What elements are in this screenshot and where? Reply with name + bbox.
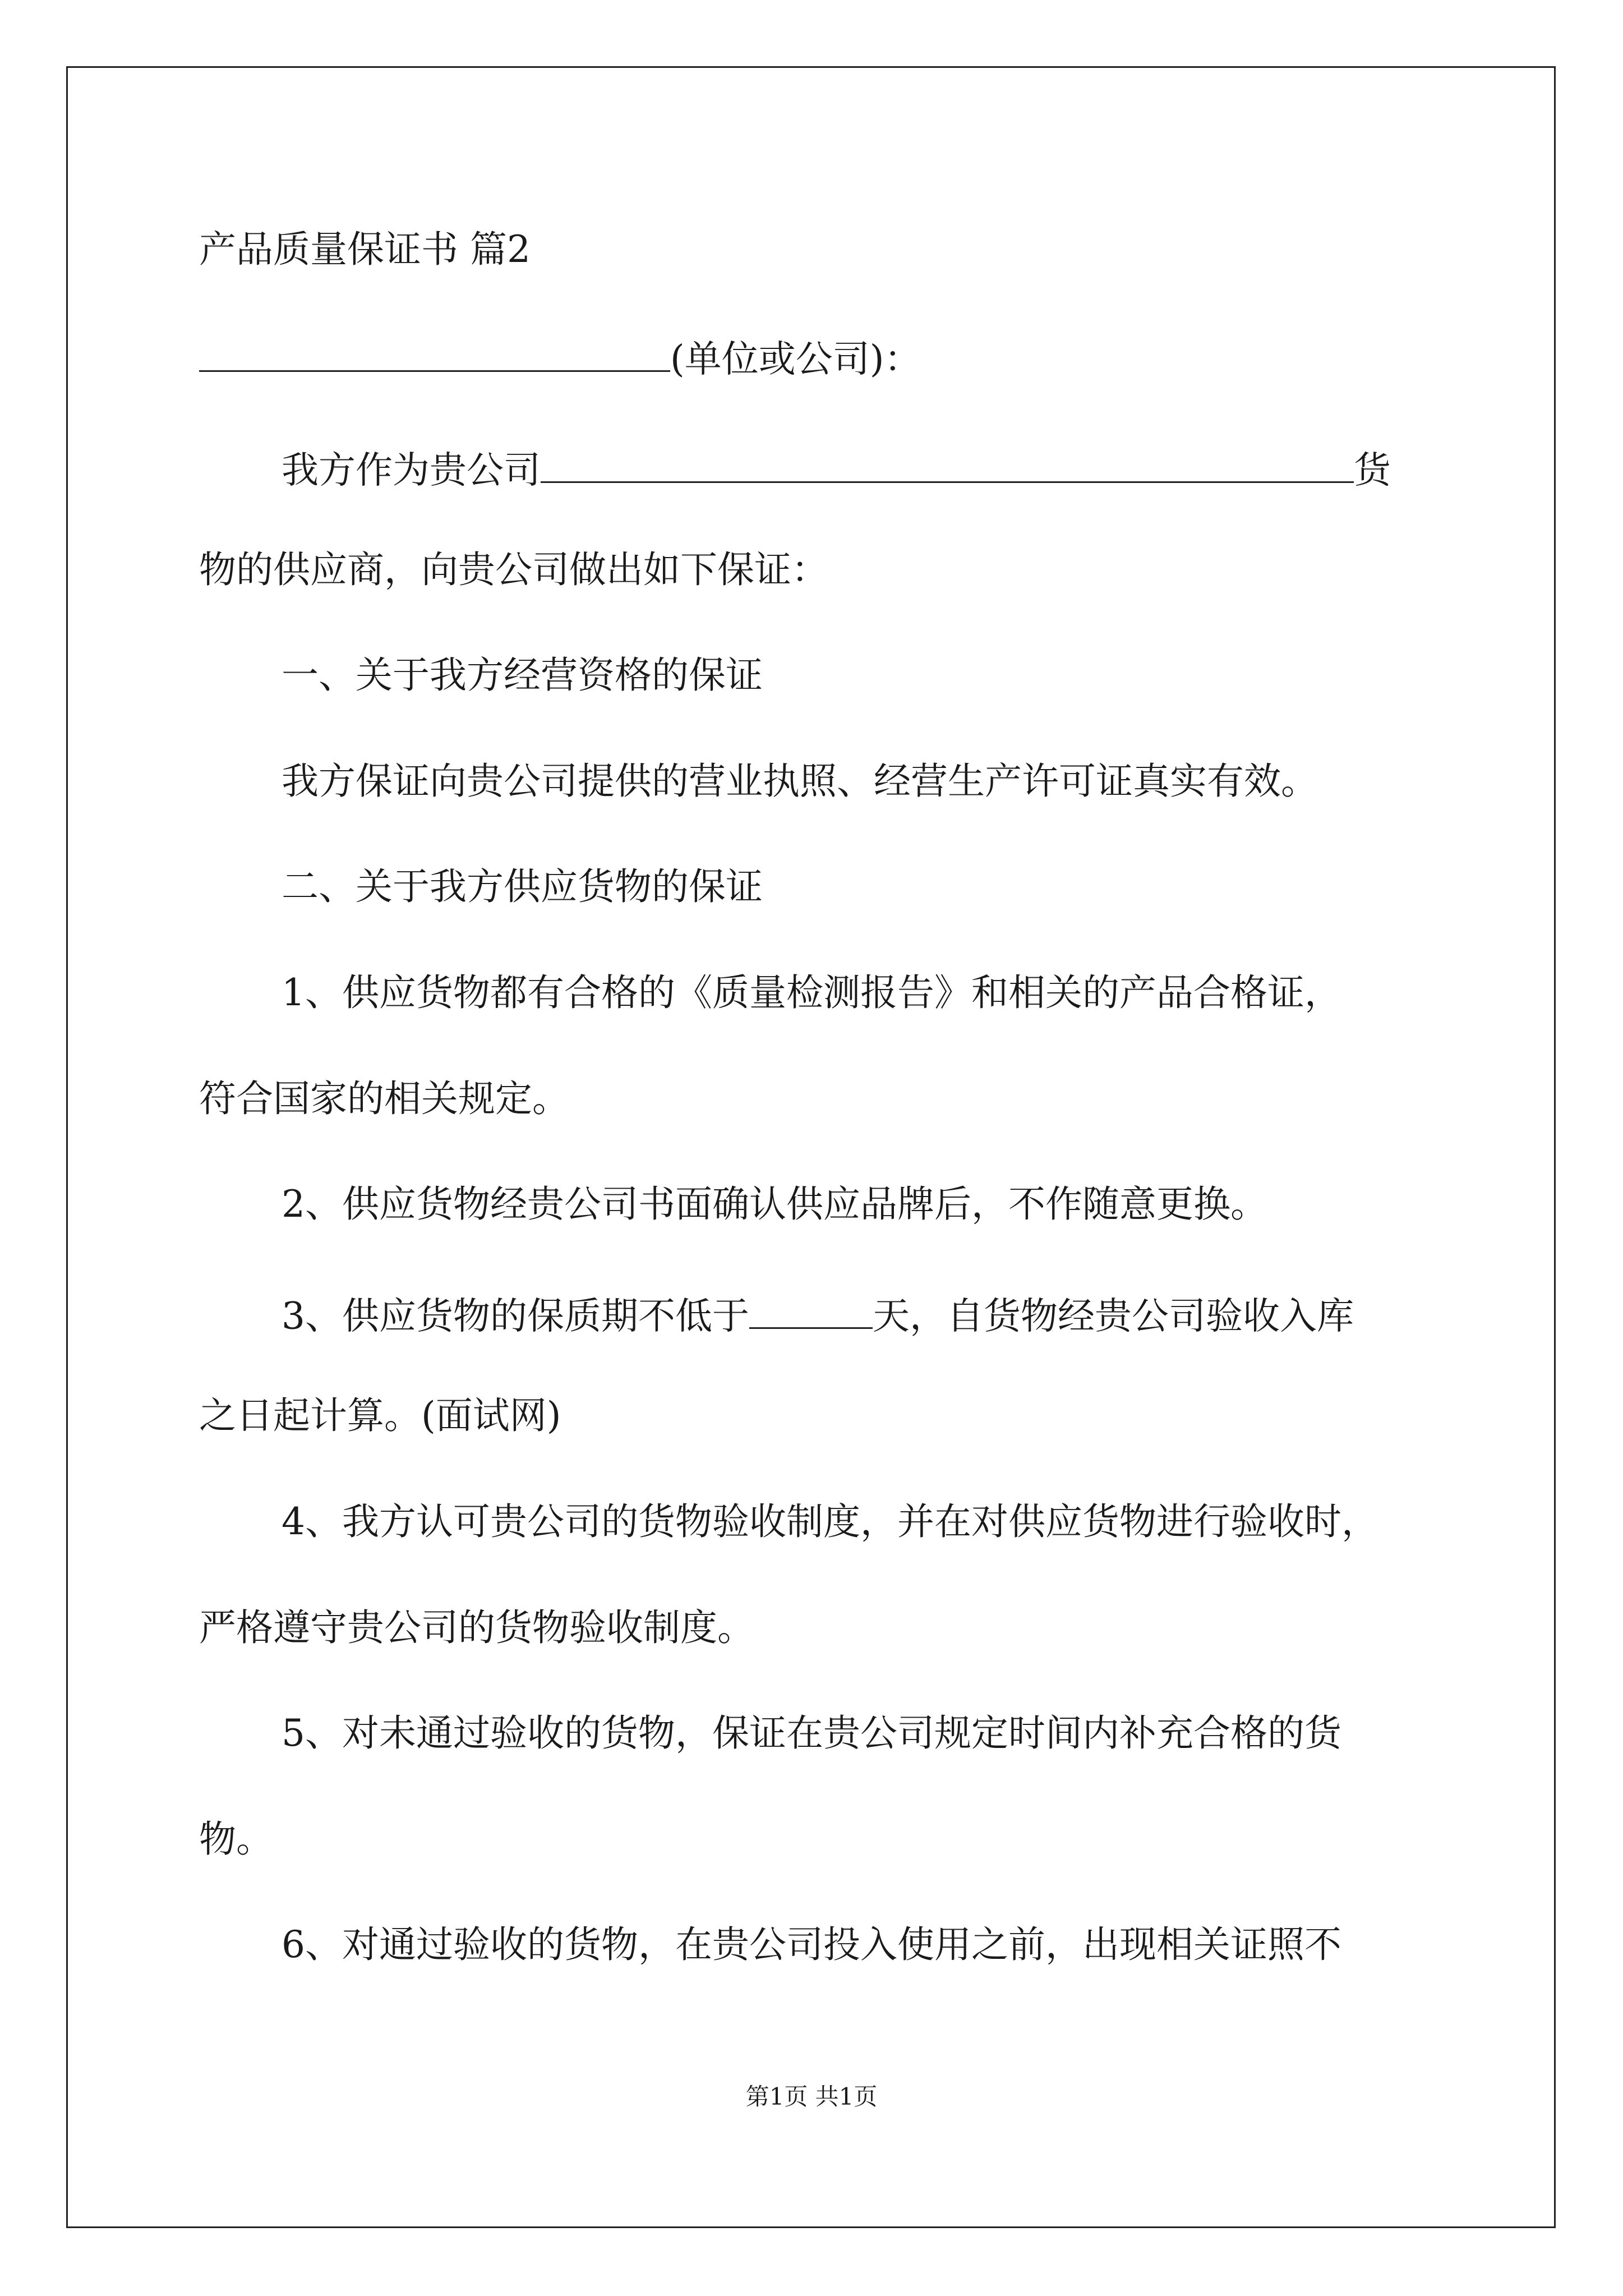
section-heading-2: 二、关于我方供应货物的保证 <box>282 865 763 908</box>
page-number: 第1页 共1页 <box>745 2083 878 2110</box>
item-4-line-2: 严格遵守贵公司的货物验收制度。 <box>199 1606 754 1649</box>
document-title: 产品质量保证书 篇2 <box>199 228 531 271</box>
item-3-line-1 <box>282 1292 1354 1338</box>
paragraph-1 <box>282 446 1391 492</box>
item-2: 2、供应货物经贵公司书面确认供应品牌后，不作随意更换。 <box>282 1182 1267 1226</box>
addressee-blank[interactable] <box>199 335 670 372</box>
item-3-end: 天，自货物经贵公司验收入库 <box>873 1294 1354 1338</box>
item-3-start: 3、供应货物的保质期不低于 <box>282 1294 749 1338</box>
addressee-suffix: (单位或公司)： <box>670 337 921 381</box>
item-4-line-1: 4、我方认可贵公司的货物验收制度，并在对供应货物进行验收时， <box>282 1500 1378 1543</box>
section-1-body: 我方保证向贵公司提供的营业执照、经营生产许可证真实有效。 <box>282 760 1318 803</box>
addressee-line <box>199 335 921 381</box>
item-1-line-1: 1、供应货物都有合格的《质量检测报告》和相关的产品合格证， <box>282 971 1341 1014</box>
item-1-line-2: 符合国家的相关规定。 <box>199 1077 569 1120</box>
p1-end: 货 <box>1354 448 1391 492</box>
item-3-line-2: 之日起计算。(面试网) <box>199 1394 561 1437</box>
section-heading-1: 一、关于我方经营资格的保证 <box>282 654 763 697</box>
item-6-line-1: 6、对通过验收的货物，在贵公司投入使用之前，出现相关证照不 <box>282 1923 1341 1966</box>
p1-start: 我方作为贵公司 <box>282 448 541 492</box>
days-blank[interactable] <box>749 1292 873 1329</box>
item-5-line-1: 5、对未通过验收的货物，保证在贵公司规定时间内补充合格的货 <box>282 1711 1341 1755</box>
page-border <box>66 66 1556 2228</box>
goods-blank[interactable] <box>541 446 1354 483</box>
paragraph-1-cont: 物的供应商，向贵公司做出如下保证： <box>199 548 828 591</box>
item-5-line-2: 物。 <box>199 1818 273 1861</box>
